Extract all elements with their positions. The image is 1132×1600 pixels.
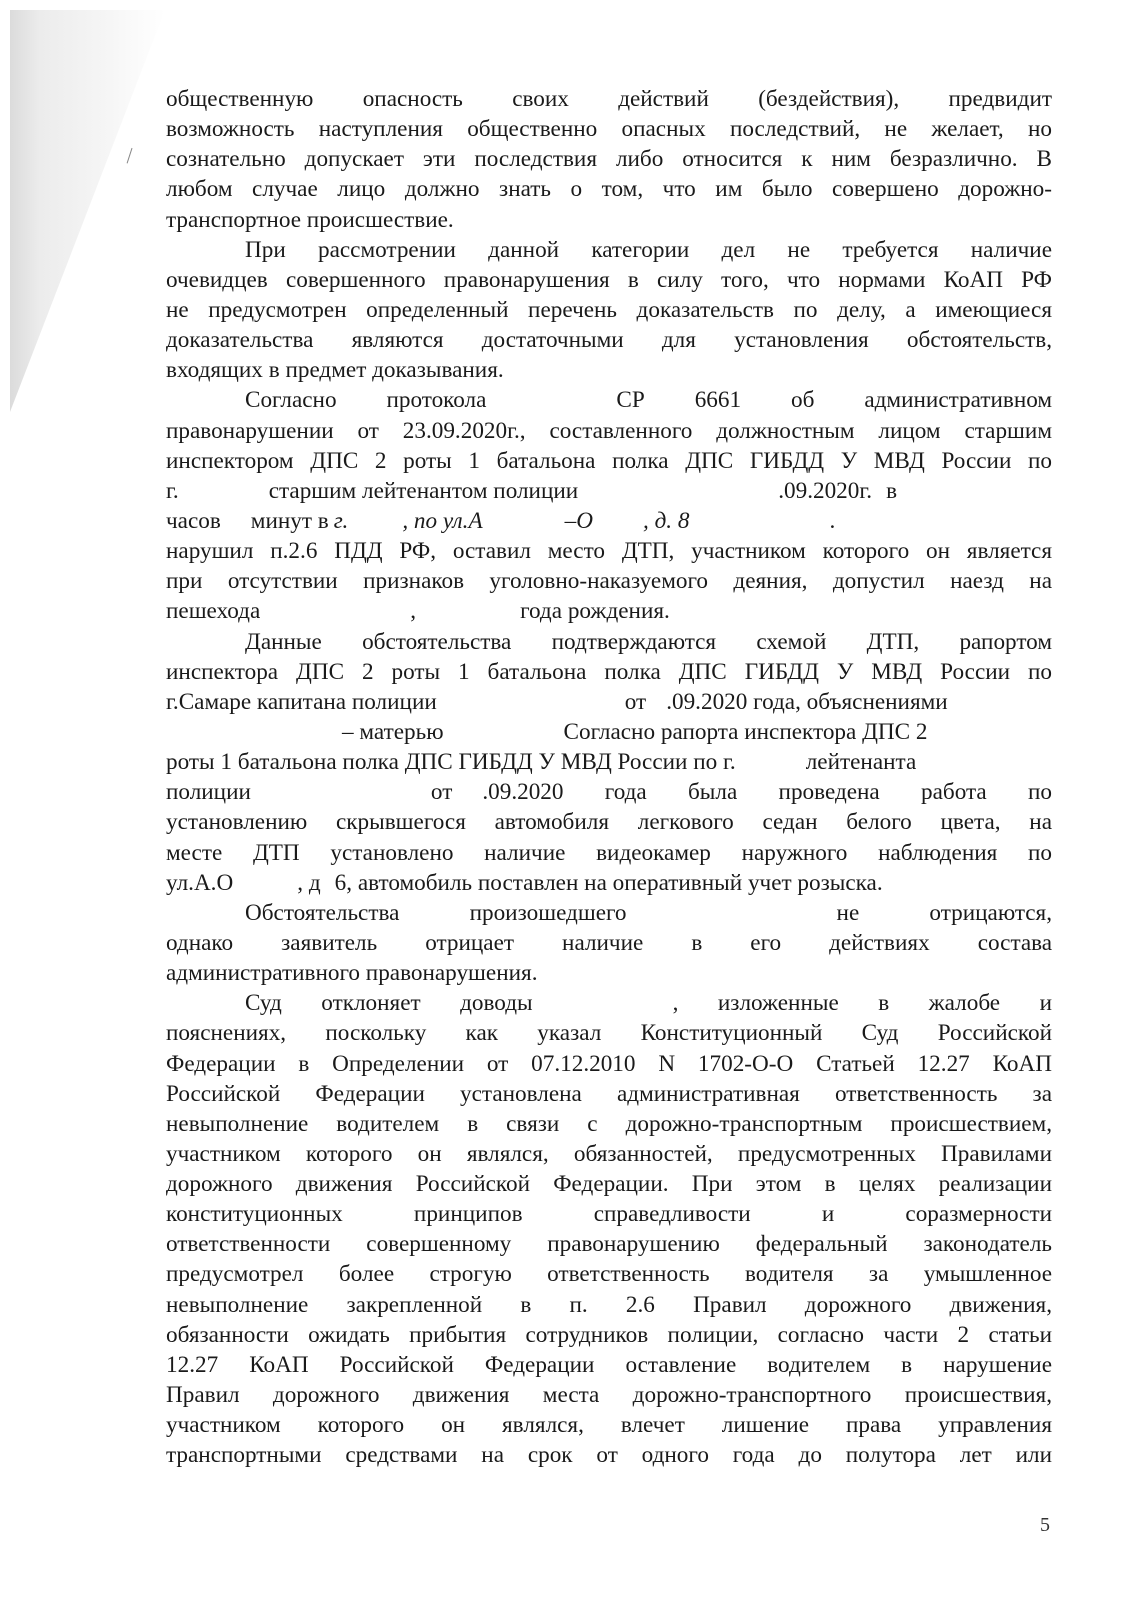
text-fragment: г.	[166, 477, 179, 504]
text-line: невыполнение водителем в связи с дорожно-транспортным происшествием,	[166, 1110, 1052, 1137]
text-line: участником которого он являлся, влечет лишение права управления	[166, 1412, 1052, 1439]
text-line	[166, 868, 1052, 898]
text-fragment: пешехода	[166, 598, 261, 625]
text-fragment: однако	[166, 929, 234, 956]
text-line: дорожного движения Российской Федерации. При этом в целях реализации	[166, 1171, 1052, 1198]
text-fragment: административном	[864, 387, 1052, 414]
text-fragment: Обстоятельства произошедшего	[245, 899, 627, 926]
text-fragment: от	[624, 688, 647, 715]
text-line: Правил дорожного движения места дорожно-транспортного происшествия,	[166, 1382, 1052, 1409]
text-fragment: наличие	[562, 929, 644, 956]
text-fragment: .09.2020 года была проведена работа по	[482, 779, 1052, 806]
text-fragment: –О	[564, 507, 593, 534]
text-fragment: его	[750, 929, 782, 956]
text-fragment: минут в	[250, 507, 329, 534]
text-line: инспектором ДПС 2 роты 1 батальона полка ДПС ГИБДД У МВД России по	[166, 447, 1052, 474]
text-line: обязанности ожидать прибытия сотрудников полиции, согласно части 2 статьи	[166, 1321, 1052, 1348]
paragraph-start-line: При рассмотрении данной категории дел не требуется наличие	[245, 236, 1052, 263]
text-fragment: .09.2020 года, объяснениями	[666, 688, 948, 715]
text-line: правонарушении от 23.09.2020г., составленного должностным лицом старшим	[166, 417, 1052, 444]
text-fragment: Согласно рапорта инспектора ДПС 2	[563, 718, 928, 745]
text-line: доказательства являются достаточными для установления обстоятельств,	[166, 327, 1052, 354]
text-line	[166, 928, 1052, 958]
text-fragment: , по ул.А	[402, 507, 483, 534]
paragraph-start-line: Данные обстоятельства подтверждаются схемой ДТП, рапортом	[245, 628, 1052, 655]
text-fragment: действиях	[829, 929, 930, 956]
text-line: транспортное происшествие.	[166, 206, 454, 233]
text-line: сознательно допускает эти последствия либо относится к ним безразлично. В	[166, 146, 1052, 173]
text-fragment: полиции	[166, 779, 251, 806]
text-fragment: .	[829, 507, 836, 534]
text-line	[166, 717, 1052, 747]
paragraph-start-line	[166, 385, 1052, 415]
text-fragment: г.Самаре капитана полиции	[166, 688, 437, 715]
text-fragment: Суд отклоняет доводы	[245, 990, 533, 1017]
text-line: пояснениях, поскольку как указал Конституционный Суд Российской	[166, 1020, 1052, 1047]
text-fragment: лейтенанта	[805, 749, 917, 776]
text-fragment: Согласно протокола	[245, 387, 487, 414]
text-line: месте ДТП установлено наличие видеокамер наружного наблюдения по	[166, 839, 1052, 866]
text-line: инспектора ДПС 2 роты 1 батальона полка ДПС ГИБДД У МВД России по	[166, 658, 1052, 685]
text-line: входящих в предмет доказывания.	[166, 357, 504, 384]
text-line	[166, 476, 1052, 506]
text-line: нарушил п.2.6 ПДД РФ, оставил место ДТП, участником которого он является	[166, 538, 1052, 565]
text-line: конституционных принципов справедливости и соразмерности	[166, 1201, 1052, 1228]
text-line: общественную опасность своих действий (бездействия), предвидит	[166, 86, 1052, 112]
text-line: Федерации в Определении от 07.12.2010 N 1702-О-О Статьей 12.27 КоАП	[166, 1050, 1052, 1077]
text-fragment: не отрицаются,	[836, 899, 1052, 926]
text-line: любом случае лицо должно знать о том, что им было совершено дорожно-	[166, 176, 1052, 203]
text-line: не предусмотрен определенный перечень доказательств по делу, а имеющиеся	[166, 296, 1052, 323]
text-fragment: ,	[410, 598, 417, 625]
text-fragment: ул.А.О	[166, 869, 234, 896]
text-fragment: – матерью	[342, 718, 444, 745]
text-line: невыполнение закрепленной в п. 2.6 Правил дорожного движения,	[166, 1291, 1052, 1318]
text-fragment: г.	[333, 507, 349, 534]
text-line: при отсутствии признаков уголовно-наказуемого деяния, допустил наезд на	[166, 568, 1052, 595]
text-fragment: , изложенные в жалобе и	[672, 990, 1052, 1017]
text-fragment: часов	[166, 507, 221, 534]
text-line: участником которого он являлся, обязанностей, предусмотренных Правилами	[166, 1140, 1052, 1167]
scan-speck	[127, 148, 135, 164]
text-line: Российской Федерации установлена административная ответственность за	[166, 1080, 1052, 1107]
text-line	[166, 687, 1052, 717]
text-fragment: заявитель	[281, 929, 378, 956]
text-fragment: в	[886, 477, 898, 504]
text-fragment: года рождения.	[520, 598, 670, 625]
text-line: предусмотрел более строгую ответственность водителя за умышленное	[166, 1261, 1052, 1288]
paragraph-start-line	[166, 898, 1052, 928]
text-fragment: отрицает	[425, 929, 515, 956]
text-line: возможность наступления общественно опасных последствий, не желает, но	[166, 116, 1052, 143]
text-fragment: , д. 8	[642, 507, 690, 534]
text-fragment: состава	[977, 929, 1052, 956]
text-fragment: от	[430, 779, 453, 806]
text-fragment: .09.2020г.	[778, 477, 873, 504]
text-fragment: 6661	[694, 387, 742, 414]
page-number: 5	[1040, 1514, 1050, 1536]
text-line: административного правонарушения.	[166, 960, 538, 987]
text-line	[166, 777, 1052, 807]
text-line: очевидцев совершенного правонарушения в силу того, что нормами КоАП РФ	[166, 266, 1052, 293]
scan-edge-shadow	[0, 0, 170, 420]
paragraph-start-line	[166, 988, 1052, 1018]
text-fragment: СР	[616, 387, 645, 414]
text-line	[166, 747, 1052, 777]
text-line: ответственности совершенному правонарушению федеральный законодатель	[166, 1231, 1052, 1258]
text-fragment: , д	[297, 869, 321, 896]
text-line: установлению скрывшегося автомобиля легкового седан белого цвета, на	[166, 809, 1052, 836]
text-fragment: об	[791, 387, 815, 414]
text-fragment: роты 1 батальона полка ДПС ГИБДД У МВД России по г.	[166, 749, 736, 776]
text-line: 12.27 КоАП Российской Федерации оставление водителем в нарушение	[166, 1351, 1052, 1378]
text-fragment: старшим лейтенантом полиции	[268, 477, 579, 504]
document-page-body	[166, 84, 1052, 1470]
text-fragment: в	[691, 929, 703, 956]
text-fragment: 6, автомобиль поставлен на оперативный учет розыска.	[334, 869, 883, 896]
text-line	[166, 596, 1052, 626]
text-line	[166, 506, 1052, 536]
text-line: транспортными средствами на срок от одного года до полутора лет или	[166, 1442, 1052, 1469]
